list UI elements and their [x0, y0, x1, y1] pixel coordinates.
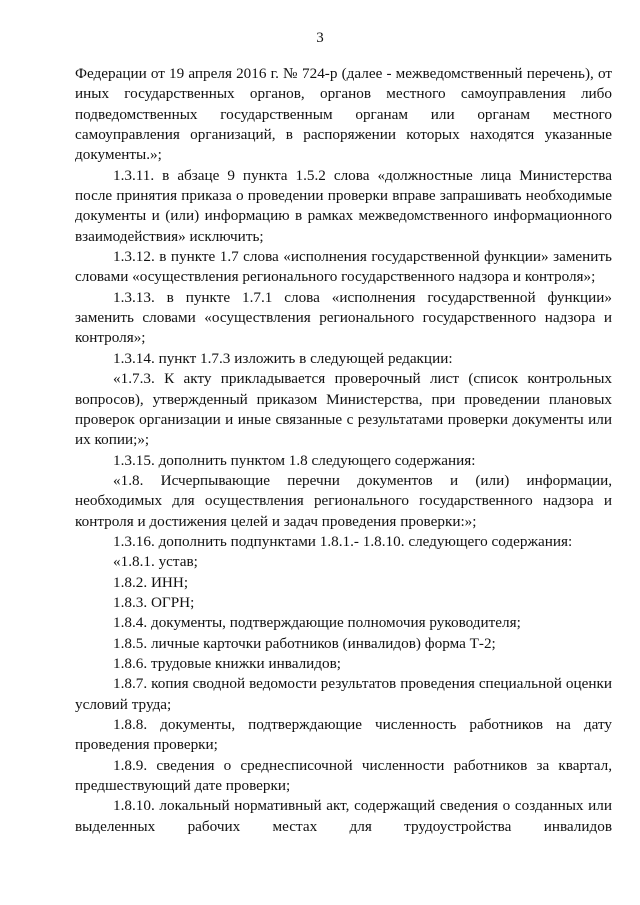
paragraph-1-3-15: 1.3.15. дополнить пунктом 1.8 следующего содержания:: [113, 451, 476, 469]
paragraph-1-3-11: 1.3.11. в абзаце 9 пункта 1.5.2 слова «должностные лица Министерства после принятия приказа о проведении проверки вправе запрашивать необходимые документы и (или) информацию в рамках межведомственного информационного взаимодействия» исключить;: [75, 166, 612, 245]
list-item-1-8-2: 1.8.2. ИНН;: [113, 573, 189, 591]
list-item-1-8-3: 1.8.3. ОГРН;: [113, 593, 195, 611]
list-item-1-8-1: «1.8.1. устав;: [113, 553, 198, 571]
list-item-1-8-9: 1.8.9. сведения о среднесписочной численности работников за квартал, предшествующий дате проверки;: [75, 756, 612, 795]
paragraph-federation-continuation: Федерации от 19 апреля 2016 г. № 724-р (далее - межведомственный перечень), от иных государственных органов, органов местного самоуправления либо подведомственных государственным органам или органам местного самоуправления организаций, в распоряжении которых находятся указанные документы.»;: [75, 65, 612, 164]
paragraph-1-3-13: 1.3.13. в пункте 1.7.1 слова «исполнения государственной функции» заменить словами «осуществления регионального государственного надзора и контроля»;: [75, 288, 612, 347]
document-body: [75, 64, 612, 837]
paragraph-1-3-16: 1.3.16. дополнить подпунктами 1.8.1.- 1.8.10. следующего содержания:: [113, 532, 573, 550]
list-item-1-8-4: 1.8.4. документы, подтверждающие полномочия руководителя;: [113, 614, 521, 632]
list-item-1-8-7: 1.8.7. копия сводной ведомости результатов проведения специальной оценки условий труда;: [75, 675, 612, 713]
paragraph-1-3-12: 1.3.12. в пункте 1.7 слова «исполнения государственной функции» заменить словами «осуществления регионального государственного надзора и контроля»;: [75, 248, 612, 286]
list-item-1-8-10: 1.8.10. локальный нормативный акт, содержащий сведения о созданных или выделенных рабочих местах для трудоустройства инвалидов: [75, 797, 612, 835]
list-item-1-8-5: 1.8.5. личные карточки работников (инвалидов) форма Т-2;: [113, 634, 496, 652]
page-number: 3: [316, 30, 324, 46]
list-item-1-8-6: 1.8.6. трудовые книжки инвалидов;: [113, 654, 342, 672]
paragraph-1-3-14: 1.3.14. пункт 1.7.3 изложить в следующей редакции:: [113, 349, 453, 367]
paragraph-1-8: «1.8. Исчерпывающие перечни документов и (или) информации, необходимых для осуществления регионального государственного надзора и контроля и достижения целей и задач проведения проверки:»;: [75, 471, 612, 530]
paragraph-1-7-3: «1.7.3. К акту прикладывается проверочный лист (список контрольных вопросов), утвержденный приказом Министерства, при проведении плановых проверок организации и иные связанные с результатами проверки документы или их копии;»;: [75, 370, 612, 449]
list-item-1-8-8: 1.8.8. документы, подтверждающие численность работников на дату проведения проверки;: [75, 716, 612, 754]
